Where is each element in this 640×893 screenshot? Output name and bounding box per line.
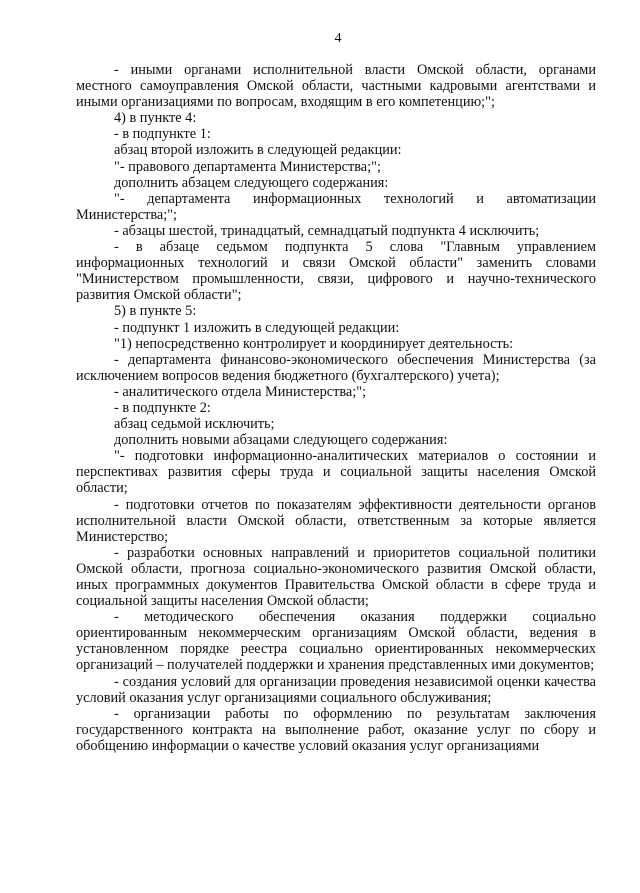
paragraph: - организации работы по оформлению по результатам заключения государственного контракта на выполнение работ, оказание услуг по сбору и обобщению информации о качестве условий оказания услуг организациями bbox=[76, 705, 596, 754]
paragraph: дополнить абзацем следующего содержания: bbox=[114, 174, 389, 191]
paragraph: - создания условий для организации проведения независимой оценки качества условий оказания услуг организациями социального обслуживания; bbox=[76, 673, 596, 706]
paragraph: - в абзаце седьмом подпункта 5 слова "Главным управлением информационных технологий и связи Омской области" заменить словами "Министерством промышленности, связи, цифрового и научно-технического развития Омской области"; bbox=[76, 239, 596, 304]
paragraph: - методического обеспечения оказания поддержки социально ориентированным некоммерческим организациям Омской области, ведения в установленном порядке реестра социально ориентированных некоммерческих организаций – получателей поддержки и хранения представленных ими документов; bbox=[76, 609, 596, 674]
paragraph: - в подпункте 2: bbox=[114, 399, 211, 416]
paragraph: - аналитического отдела Министерства;"; bbox=[114, 383, 367, 400]
paragraph: 5) в пункте 5: bbox=[114, 303, 197, 320]
paragraph: - разработки основных направлений и приоритетов социальной политики Омской области, прогноза социально-экономического развития Омской области, иных программных документов Правительства Омской области в сфере труда и социальной защиты населения Омской области; bbox=[76, 544, 596, 610]
paragraph: дополнить новыми абзацами следующего содержания: bbox=[114, 432, 448, 449]
paragraph: - подготовки отчетов по показателям эффективности деятельности органов исполнительной власти Омской области, ответственным за которые является Министерство; bbox=[76, 496, 596, 545]
paragraph: - иными органами исполнительной власти Омской области, органами местного самоуправления Омской области, частными кадровыми агентствами и иными организациями по вопросам, входящим в его компетенцию;"; bbox=[76, 62, 596, 111]
paragraph: "- департамента информационных технологий и автоматизации Министерства;"; bbox=[76, 190, 596, 223]
paragraph: - подпункт 1 изложить в следующей редакции: bbox=[114, 319, 400, 336]
paragraph: 4) в пункте 4: bbox=[114, 110, 197, 127]
paragraph: - в подпункте 1: bbox=[114, 126, 211, 143]
paragraph: абзац седьмой исключить; bbox=[114, 416, 275, 433]
page-number: 4 bbox=[334, 31, 342, 46]
paragraph: "1) непосредственно контролирует и координирует деятельность: bbox=[114, 335, 514, 352]
paragraph: "- подготовки информационно-аналитических материалов о состоянии и перспективах развития сферы труда и социальной защиты населения Омской области; bbox=[76, 448, 596, 497]
paragraph: "- правового департамента Министерства;"; bbox=[114, 158, 381, 175]
paragraph: - абзацы шестой, тринадцатый, семнадцатый подпункта 4 исключить; bbox=[114, 222, 540, 239]
paragraph: абзац второй изложить в следующей редакции: bbox=[114, 142, 402, 159]
document-body bbox=[76, 62, 596, 754]
paragraph: - департамента финансово-экономического обеспечения Министерства (за исключением вопросов ведения бюджетного (бухгалтерского) учета); bbox=[76, 351, 596, 384]
